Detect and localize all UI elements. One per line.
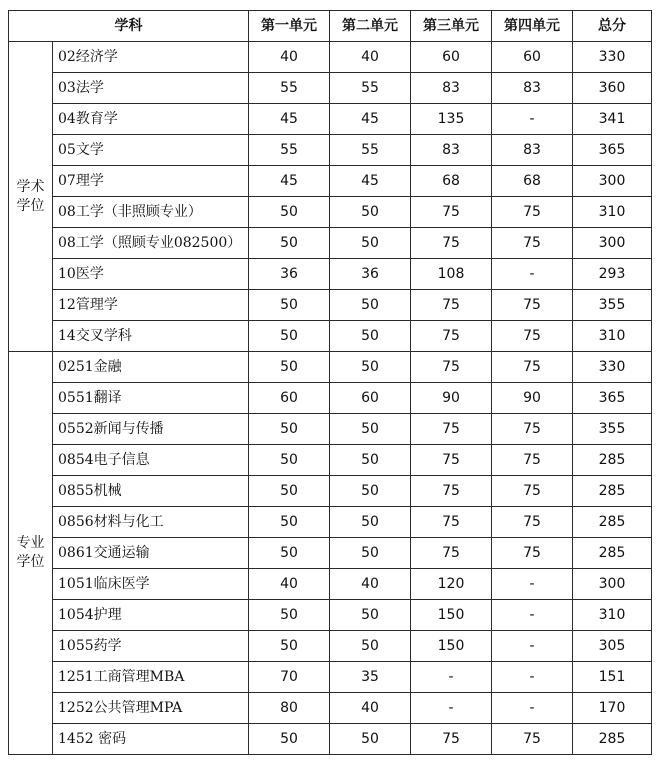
unit2-score-cell: 36 bbox=[330, 259, 411, 290]
total-score-cell: 285 bbox=[573, 507, 652, 538]
subject-cell: 02经济学 bbox=[53, 42, 249, 73]
unit3-score-cell: 75 bbox=[411, 507, 492, 538]
unit1-score-cell: 50 bbox=[249, 197, 330, 228]
unit2-score-cell: 50 bbox=[330, 290, 411, 321]
header-unit4: 第四单元 bbox=[492, 11, 573, 42]
header-unit2: 第二单元 bbox=[330, 11, 411, 42]
unit3-score-cell: 75 bbox=[411, 228, 492, 259]
table-row bbox=[9, 569, 652, 600]
unit2-score-cell: 50 bbox=[330, 352, 411, 383]
subject-cell: 1055药学 bbox=[53, 631, 249, 662]
total-score-cell: 305 bbox=[573, 631, 652, 662]
subject-cell: 0854电子信息 bbox=[53, 445, 249, 476]
total-score-cell: 365 bbox=[573, 383, 652, 414]
unit2-score-cell: 50 bbox=[330, 600, 411, 631]
table-row bbox=[9, 631, 652, 662]
unit1-score-cell: 55 bbox=[249, 73, 330, 104]
unit2-score-cell: 40 bbox=[330, 569, 411, 600]
table-row bbox=[9, 600, 652, 631]
unit1-score-cell: 50 bbox=[249, 321, 330, 352]
unit2-score-cell: 50 bbox=[330, 724, 411, 755]
table-row bbox=[9, 228, 652, 259]
total-score-cell: 285 bbox=[573, 445, 652, 476]
header-total: 总分 bbox=[573, 11, 652, 42]
table-row bbox=[9, 476, 652, 507]
unit4-score-cell: 75 bbox=[492, 352, 573, 383]
table-row bbox=[9, 445, 652, 476]
unit2-score-cell: 40 bbox=[330, 42, 411, 73]
unit2-score-cell: 35 bbox=[330, 662, 411, 693]
unit1-score-cell: 40 bbox=[249, 42, 330, 73]
unit3-score-cell: 68 bbox=[411, 166, 492, 197]
subject-cell: 08工学（照顾专业082500） bbox=[53, 228, 249, 259]
total-score-cell: 355 bbox=[573, 414, 652, 445]
unit1-score-cell: 45 bbox=[249, 166, 330, 197]
unit3-score-cell: 90 bbox=[411, 383, 492, 414]
unit4-score-cell: 75 bbox=[492, 445, 573, 476]
table-row bbox=[9, 414, 652, 445]
unit3-score-cell: 75 bbox=[411, 321, 492, 352]
unit4-score-cell: - bbox=[492, 693, 573, 724]
unit2-score-cell: 50 bbox=[330, 197, 411, 228]
unit2-score-cell: 55 bbox=[330, 135, 411, 166]
unit3-score-cell: - bbox=[411, 662, 492, 693]
unit2-score-cell: 50 bbox=[330, 476, 411, 507]
subject-cell: 1054护理 bbox=[53, 600, 249, 631]
unit3-score-cell: 75 bbox=[411, 476, 492, 507]
table-row bbox=[9, 197, 652, 228]
table-row bbox=[9, 104, 652, 135]
total-score-cell: 355 bbox=[573, 290, 652, 321]
unit1-score-cell: 50 bbox=[249, 290, 330, 321]
header-subject: 学科 bbox=[9, 11, 249, 42]
unit2-score-cell: 50 bbox=[330, 538, 411, 569]
total-score-cell: 360 bbox=[573, 73, 652, 104]
unit4-score-cell: 75 bbox=[492, 724, 573, 755]
unit1-score-cell: 50 bbox=[249, 352, 330, 383]
unit1-score-cell: 50 bbox=[249, 724, 330, 755]
unit1-score-cell: 50 bbox=[249, 476, 330, 507]
subject-cell: 0861交通运输 bbox=[53, 538, 249, 569]
unit3-score-cell: 75 bbox=[411, 352, 492, 383]
total-score-cell: 170 bbox=[573, 693, 652, 724]
total-score-cell: 310 bbox=[573, 197, 652, 228]
total-score-cell: 341 bbox=[573, 104, 652, 135]
subject-cell: 1251工商管理MBA bbox=[53, 662, 249, 693]
total-score-cell: 365 bbox=[573, 135, 652, 166]
unit1-score-cell: 50 bbox=[249, 228, 330, 259]
unit4-score-cell: - bbox=[492, 662, 573, 693]
unit3-score-cell: 75 bbox=[411, 538, 492, 569]
header-unit1: 第一单元 bbox=[249, 11, 330, 42]
score-table bbox=[8, 10, 652, 755]
table-row bbox=[9, 42, 652, 73]
subject-cell: 0551翻译 bbox=[53, 383, 249, 414]
header-unit3: 第三单元 bbox=[411, 11, 492, 42]
unit1-score-cell: 50 bbox=[249, 414, 330, 445]
unit2-score-cell: 50 bbox=[330, 445, 411, 476]
subject-cell: 0552新闻与传播 bbox=[53, 414, 249, 445]
table-row bbox=[9, 352, 652, 383]
unit1-score-cell: 50 bbox=[249, 600, 330, 631]
table-row bbox=[9, 507, 652, 538]
table-row bbox=[9, 538, 652, 569]
unit3-score-cell: 75 bbox=[411, 414, 492, 445]
unit4-score-cell: - bbox=[492, 104, 573, 135]
unit4-score-cell: 75 bbox=[492, 197, 573, 228]
unit4-score-cell: 60 bbox=[492, 42, 573, 73]
subject-cell: 12管理学 bbox=[53, 290, 249, 321]
table-row bbox=[9, 73, 652, 104]
unit1-score-cell: 55 bbox=[249, 135, 330, 166]
unit1-score-cell: 60 bbox=[249, 383, 330, 414]
unit3-score-cell: 60 bbox=[411, 42, 492, 73]
unit1-score-cell: 50 bbox=[249, 538, 330, 569]
table-body bbox=[9, 42, 652, 755]
subject-cell: 0251金融 bbox=[53, 352, 249, 383]
subject-cell: 0856材料与化工 bbox=[53, 507, 249, 538]
subject-cell: 1452 密码 bbox=[53, 724, 249, 755]
unit1-score-cell: 80 bbox=[249, 693, 330, 724]
total-score-cell: 300 bbox=[573, 166, 652, 197]
unit4-score-cell: 68 bbox=[492, 166, 573, 197]
unit1-score-cell: 36 bbox=[249, 259, 330, 290]
unit3-score-cell: 150 bbox=[411, 631, 492, 662]
table-row bbox=[9, 383, 652, 414]
total-score-cell: 285 bbox=[573, 724, 652, 755]
table-row bbox=[9, 693, 652, 724]
total-score-cell: 310 bbox=[573, 321, 652, 352]
unit4-score-cell: 83 bbox=[492, 135, 573, 166]
unit3-score-cell: 108 bbox=[411, 259, 492, 290]
unit2-score-cell: 60 bbox=[330, 383, 411, 414]
unit3-score-cell: 75 bbox=[411, 724, 492, 755]
unit4-score-cell: 75 bbox=[492, 228, 573, 259]
subject-cell: 10医学 bbox=[53, 259, 249, 290]
unit1-score-cell: 70 bbox=[249, 662, 330, 693]
total-score-cell: 330 bbox=[573, 42, 652, 73]
unit2-score-cell: 50 bbox=[330, 631, 411, 662]
subject-cell: 14交叉学科 bbox=[53, 321, 249, 352]
unit4-score-cell: - bbox=[492, 600, 573, 631]
unit4-score-cell: 75 bbox=[492, 538, 573, 569]
header-row bbox=[9, 11, 652, 42]
unit4-score-cell: - bbox=[492, 259, 573, 290]
unit1-score-cell: 45 bbox=[249, 104, 330, 135]
table-row bbox=[9, 166, 652, 197]
subject-cell: 08工学（非照顾专业） bbox=[53, 197, 249, 228]
total-score-cell: 300 bbox=[573, 569, 652, 600]
unit4-score-cell: 75 bbox=[492, 507, 573, 538]
subject-cell: 03法学 bbox=[53, 73, 249, 104]
table-row bbox=[9, 135, 652, 166]
table-row bbox=[9, 259, 652, 290]
unit1-score-cell: 40 bbox=[249, 569, 330, 600]
total-score-cell: 330 bbox=[573, 352, 652, 383]
unit4-score-cell: 90 bbox=[492, 383, 573, 414]
unit2-score-cell: 50 bbox=[330, 228, 411, 259]
unit3-score-cell: 75 bbox=[411, 197, 492, 228]
unit2-score-cell: 50 bbox=[330, 507, 411, 538]
degree-type-label: 专业 学位 bbox=[9, 352, 53, 755]
unit3-score-cell: 135 bbox=[411, 104, 492, 135]
unit4-score-cell: 75 bbox=[492, 290, 573, 321]
table-row bbox=[9, 662, 652, 693]
subject-cell: 04教育学 bbox=[53, 104, 249, 135]
unit3-score-cell: 75 bbox=[411, 445, 492, 476]
total-score-cell: 285 bbox=[573, 476, 652, 507]
subject-cell: 05文学 bbox=[53, 135, 249, 166]
subject-cell: 1051临床医学 bbox=[53, 569, 249, 600]
unit4-score-cell: - bbox=[492, 631, 573, 662]
unit2-score-cell: 50 bbox=[330, 414, 411, 445]
unit4-score-cell: 75 bbox=[492, 414, 573, 445]
unit1-score-cell: 50 bbox=[249, 631, 330, 662]
total-score-cell: 300 bbox=[573, 228, 652, 259]
table-row bbox=[9, 724, 652, 755]
unit3-score-cell: 75 bbox=[411, 290, 492, 321]
unit4-score-cell: - bbox=[492, 569, 573, 600]
unit2-score-cell: 40 bbox=[330, 693, 411, 724]
subject-cell: 1252公共管理MPA bbox=[53, 693, 249, 724]
subject-cell: 0855机械 bbox=[53, 476, 249, 507]
unit1-score-cell: 50 bbox=[249, 445, 330, 476]
total-score-cell: 310 bbox=[573, 600, 652, 631]
unit4-score-cell: 75 bbox=[492, 321, 573, 352]
total-score-cell: 293 bbox=[573, 259, 652, 290]
unit3-score-cell: 120 bbox=[411, 569, 492, 600]
unit1-score-cell: 50 bbox=[249, 507, 330, 538]
unit2-score-cell: 45 bbox=[330, 104, 411, 135]
unit4-score-cell: 83 bbox=[492, 73, 573, 104]
unit2-score-cell: 50 bbox=[330, 321, 411, 352]
total-score-cell: 285 bbox=[573, 538, 652, 569]
unit2-score-cell: 55 bbox=[330, 73, 411, 104]
table-row bbox=[9, 321, 652, 352]
unit3-score-cell: 83 bbox=[411, 73, 492, 104]
subject-cell: 07理学 bbox=[53, 166, 249, 197]
unit3-score-cell: 150 bbox=[411, 600, 492, 631]
degree-type-label: 学术 学位 bbox=[9, 42, 53, 352]
table-row bbox=[9, 290, 652, 321]
unit3-score-cell: - bbox=[411, 693, 492, 724]
unit4-score-cell: 75 bbox=[492, 476, 573, 507]
unit3-score-cell: 83 bbox=[411, 135, 492, 166]
total-score-cell: 151 bbox=[573, 662, 652, 693]
unit2-score-cell: 45 bbox=[330, 166, 411, 197]
